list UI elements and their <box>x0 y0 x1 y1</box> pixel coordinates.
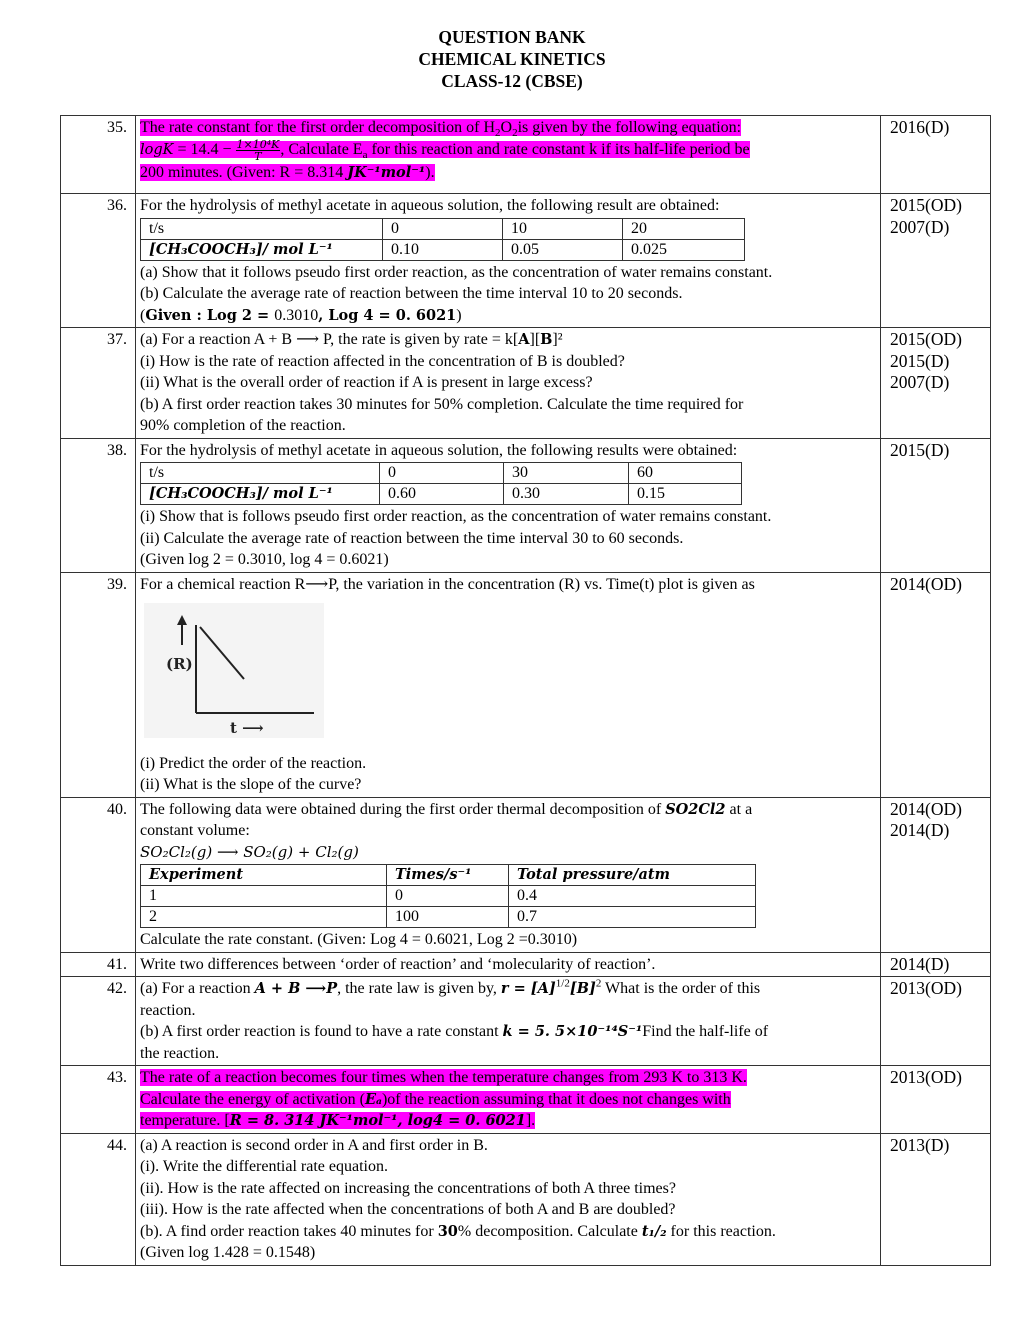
table-header-cell: Times/s⁻¹ <box>387 865 509 886</box>
table-cell: t/s <box>141 218 383 239</box>
data-table <box>140 864 756 928</box>
text: = 14.4 − <box>173 140 236 158</box>
plot-x-label: t ⟶ <box>230 719 264 737</box>
text: ]² <box>552 331 563 348</box>
text: 90% completion of the reaction. <box>140 417 346 434</box>
text: For the hydrolysis of methyl acetate in aqueous solution, the following results were obtained: <box>140 441 738 459</box>
text: (b) A first order reaction takes 30 minutes for 50% completion. Calculate the time required for <box>140 395 744 413</box>
text: ). <box>425 163 435 181</box>
text: (ii) Calculate the average rate of reaction between the time interval 30 to 60 seconds. <box>140 529 684 547</box>
highlight <box>140 119 742 140</box>
table-row <box>141 907 756 928</box>
question-number: 42. <box>61 977 136 1066</box>
header-class: CLASS-12 (CBSE) <box>441 71 583 91</box>
table-cell: 30 <box>504 463 629 484</box>
question-row-37 <box>61 328 991 439</box>
equation: A + B ⟶P <box>254 980 338 997</box>
year-cell <box>881 328 991 439</box>
text: (i) Predict the order of the reaction. <box>140 754 367 772</box>
table-cell: 20 <box>623 218 745 239</box>
table-header-cell: Experiment <box>141 865 387 886</box>
table-cell: 0.15 <box>629 484 742 505</box>
text-line <box>140 1021 876 1043</box>
text: What is the order of this <box>601 980 761 997</box>
table-cell: [CH₃COOCH₃]/ mol L⁻¹ <box>141 239 383 260</box>
question-text <box>136 797 881 952</box>
question-row-41 <box>61 952 991 977</box>
rate-law: [B] <box>569 980 596 997</box>
activation-energy: Eₐ <box>364 1090 382 1108</box>
text: constant volume: <box>140 822 250 839</box>
year-cell <box>881 1133 991 1265</box>
year-cell <box>881 797 991 952</box>
question-number: 38. <box>61 438 136 572</box>
year-cell <box>881 116 991 194</box>
highlight <box>140 1091 731 1108</box>
table-cell: 0.30 <box>504 484 629 505</box>
text: (ii) What is the overall order of reaction if A is present in large excess? <box>140 374 593 391</box>
table-cell: 0.7 <box>509 907 756 928</box>
superscript: 1/2 <box>555 977 570 990</box>
table-cell: 0 <box>380 463 504 484</box>
question-row-39 <box>61 572 991 797</box>
text: 0.3010 <box>274 306 319 324</box>
question-text <box>136 438 881 572</box>
text: Given : Log 2 = <box>145 306 275 324</box>
text: (a) Show that it follows pseudo first order reaction, as the concentration of water remains constant. <box>140 263 773 281</box>
text: Find the half-life of <box>642 1023 769 1040</box>
table-cell: 0.025 <box>623 239 745 260</box>
header-subject: CHEMICAL KINETICS <box>418 49 606 69</box>
question-row-40 <box>61 797 991 952</box>
formula: SO2Cl2 <box>665 800 726 818</box>
question-text <box>136 1133 881 1265</box>
question-number: 44. <box>61 1133 136 1265</box>
text: 30 <box>437 1222 458 1240</box>
fraction <box>236 139 281 162</box>
table-cell: 1 <box>141 886 387 907</box>
year: 2015(OD) <box>890 195 962 215</box>
year-cell <box>881 1066 991 1134</box>
table-cell: 0.05 <box>503 239 623 260</box>
header-title: QUESTION BANK <box>438 27 586 47</box>
question-number: 39. <box>61 572 136 797</box>
text: (Given log 2 = 0.3010, log 4 = 0.6021) <box>140 551 389 568</box>
table-cell: 0.10 <box>383 239 503 260</box>
text: (Given log 1.428 = 0.1548) <box>140 1244 316 1261</box>
table-cell: 0.4 <box>509 886 756 907</box>
text: (i). Write the differential rate equation. <box>140 1158 388 1175</box>
year-cell <box>881 194 991 328</box>
text: O <box>500 119 513 136</box>
question-text <box>136 1066 881 1134</box>
text: The rate constant for the first order decomposition of H <box>140 119 495 136</box>
unit: JK⁻¹mol⁻¹ <box>347 163 426 181</box>
text: ) <box>456 306 462 324</box>
text: ]. <box>525 1112 536 1129</box>
table-cell: t/s <box>141 463 380 484</box>
year-cell <box>881 438 991 572</box>
year: 2013(OD) <box>890 1067 962 1087</box>
text: reaction. <box>140 1001 196 1019</box>
text: ( <box>140 306 146 324</box>
year: 2014(D) <box>890 820 950 840</box>
text: , Log 4 = 0. 6021 <box>318 306 457 324</box>
highlight <box>140 164 435 181</box>
question-text <box>136 116 881 194</box>
subscript: 2 <box>495 127 501 140</box>
text: The following data were obtained during the first order thermal decomposition of <box>140 800 666 818</box>
question-row-43 <box>61 1066 991 1134</box>
table-header-cell: Total pressure/atm <box>509 865 756 886</box>
table-cell: 60 <box>629 463 742 484</box>
given-line <box>140 305 876 327</box>
text: 200 minutes. (Given: R = 8.314 <box>140 163 348 181</box>
question-row-38 <box>61 438 991 572</box>
text: temperature. [ <box>140 1112 230 1129</box>
plot-y-label: (R) <box>166 655 193 673</box>
text-line <box>140 799 876 821</box>
data-table <box>140 218 745 261</box>
table-cell: 10 <box>503 218 623 239</box>
text: , Calculate E <box>280 140 363 158</box>
text: ][ <box>529 331 541 348</box>
text: for this reaction. <box>666 1222 776 1240</box>
text: at a <box>725 800 753 818</box>
table-cell: 0 <box>387 886 509 907</box>
half-life-symbol: t₁/₂ <box>641 1222 667 1240</box>
highlight <box>140 137 750 163</box>
year: 2014(OD) <box>890 573 962 594</box>
table-row <box>141 865 756 886</box>
superscript: 2 <box>595 977 602 990</box>
rate-law: r = [A] <box>500 980 556 997</box>
question-number: 37. <box>61 328 136 439</box>
rate-constant: k = 5. 5×10⁻¹⁴S⁻¹ <box>502 1023 643 1040</box>
year: 2013(D) <box>890 1134 950 1155</box>
table-cell: [CH₃COOCH₃]/ mol L⁻¹ <box>141 484 380 505</box>
highlight <box>140 1112 535 1129</box>
text-line <box>140 978 876 1000</box>
data-table <box>140 462 742 505</box>
text: (ii). How is the rate affected on increasing the concentrations of both A three times? <box>140 1179 676 1197</box>
reaction-equation: SO₂Cl₂(g) ⟶ SO₂(g) + Cl₂(g) <box>140 842 359 861</box>
year: 2016(D) <box>890 117 950 137</box>
year: 2015(D) <box>890 439 950 460</box>
text-line <box>140 1221 876 1243</box>
question-number: 35. <box>61 116 136 194</box>
text: % decomposition. Calculate <box>457 1222 642 1240</box>
subscript: a <box>362 148 368 161</box>
year-cell <box>881 572 991 797</box>
text: (i) Show that is follows pseudo first order reaction, as the concentration of water remains constant. <box>140 508 772 525</box>
text: (b) A first order reaction is found to have a rate constant <box>140 1023 503 1040</box>
question-row-42 <box>61 977 991 1066</box>
year-cell <box>881 977 991 1066</box>
text: the reaction. <box>140 1044 220 1062</box>
concentration-time-plot <box>144 603 324 738</box>
table-row <box>141 239 745 260</box>
subscript: 2 <box>512 127 518 140</box>
text: For the hydrolysis of methyl acetate in aqueous solution, the following result are obtained: <box>140 197 720 214</box>
table-cell: 2 <box>141 907 387 928</box>
text: (b). A find order reaction takes 40 minutes for <box>140 1222 438 1240</box>
question-row-35 <box>61 116 991 194</box>
question-number: 40. <box>61 797 136 952</box>
year: 2015(OD) <box>890 329 962 349</box>
table-cell: 100 <box>387 907 509 928</box>
text: (iii). How is the rate affected when the concentrations of both A and B are doubled? <box>140 1201 676 1218</box>
year: 2007(D) <box>890 216 950 237</box>
text: (a) A reaction is second order in A and first order in B. <box>140 1136 488 1154</box>
text: , the rate law is given by, <box>337 980 501 997</box>
year-cell <box>881 952 991 977</box>
year: 2015(D) <box>890 350 950 371</box>
text: Calculate the energy of activation ( <box>140 1090 365 1108</box>
text: is given by the following equation: <box>517 119 742 136</box>
text: B <box>540 331 553 348</box>
question-number: 41. <box>61 952 136 977</box>
question-text <box>136 572 881 797</box>
question-text <box>136 194 881 328</box>
year: 2007(D) <box>890 372 950 392</box>
text: (ii) What is the slope of the curve? <box>140 776 362 793</box>
text: for this reaction and rate constant k if its half-life period be <box>367 140 750 158</box>
highlight: The rate of a reaction becomes four times when the temperature changes from 293 K to 313 K. <box>140 1069 747 1086</box>
question-text <box>136 977 881 1066</box>
text: For a chemical reaction R⟶P, the variation in the concentration (R) vs. Time(t) plot is given as <box>140 575 755 593</box>
question-row-44 <box>61 1133 991 1265</box>
text: A <box>518 331 530 348</box>
text: )of the reaction assuming that it does not changes with <box>381 1090 731 1108</box>
page-header <box>0 26 1024 92</box>
question-number: 43. <box>61 1066 136 1134</box>
table-cell: 0 <box>383 218 503 239</box>
text: Calculate the rate constant. (Given: Log 4 = 0.6021, Log 2 =0.3010) <box>140 931 578 948</box>
question-text: Write two differences between ‘order of reaction’ and ‘molecularity of reaction’. <box>136 952 881 977</box>
fraction-denominator: T <box>254 149 262 163</box>
question-text <box>136 328 881 439</box>
year: 2014(OD) <box>890 798 962 819</box>
year: 2014(D) <box>890 953 950 974</box>
text: (b) Calculate the average rate of reaction between the time interval 10 to 20 seconds. <box>140 285 683 302</box>
table-row <box>141 463 742 484</box>
math-logk: logK <box>140 141 174 158</box>
text: (a) For a reaction A + B ⟶ P, the rate is given by rate = k[ <box>140 331 519 348</box>
given-values: R = 8. 314 JK⁻¹mol⁻¹, log4 = 0. 6021 <box>229 1112 526 1129</box>
table-cell: 0.60 <box>380 484 504 505</box>
question-table <box>60 115 991 1266</box>
text-line <box>140 329 876 351</box>
question-row-36 <box>61 194 991 328</box>
fraction-numerator: 1×10⁴K <box>236 137 280 151</box>
text: (i) How is the rate of reaction affected in the concentration of B is doubled? <box>140 352 625 370</box>
year: 2013(OD) <box>890 978 962 998</box>
table-row <box>141 218 745 239</box>
table-row <box>141 484 742 505</box>
text: (a) For a reaction <box>140 980 255 997</box>
table-row <box>141 886 756 907</box>
question-number: 36. <box>61 194 136 328</box>
